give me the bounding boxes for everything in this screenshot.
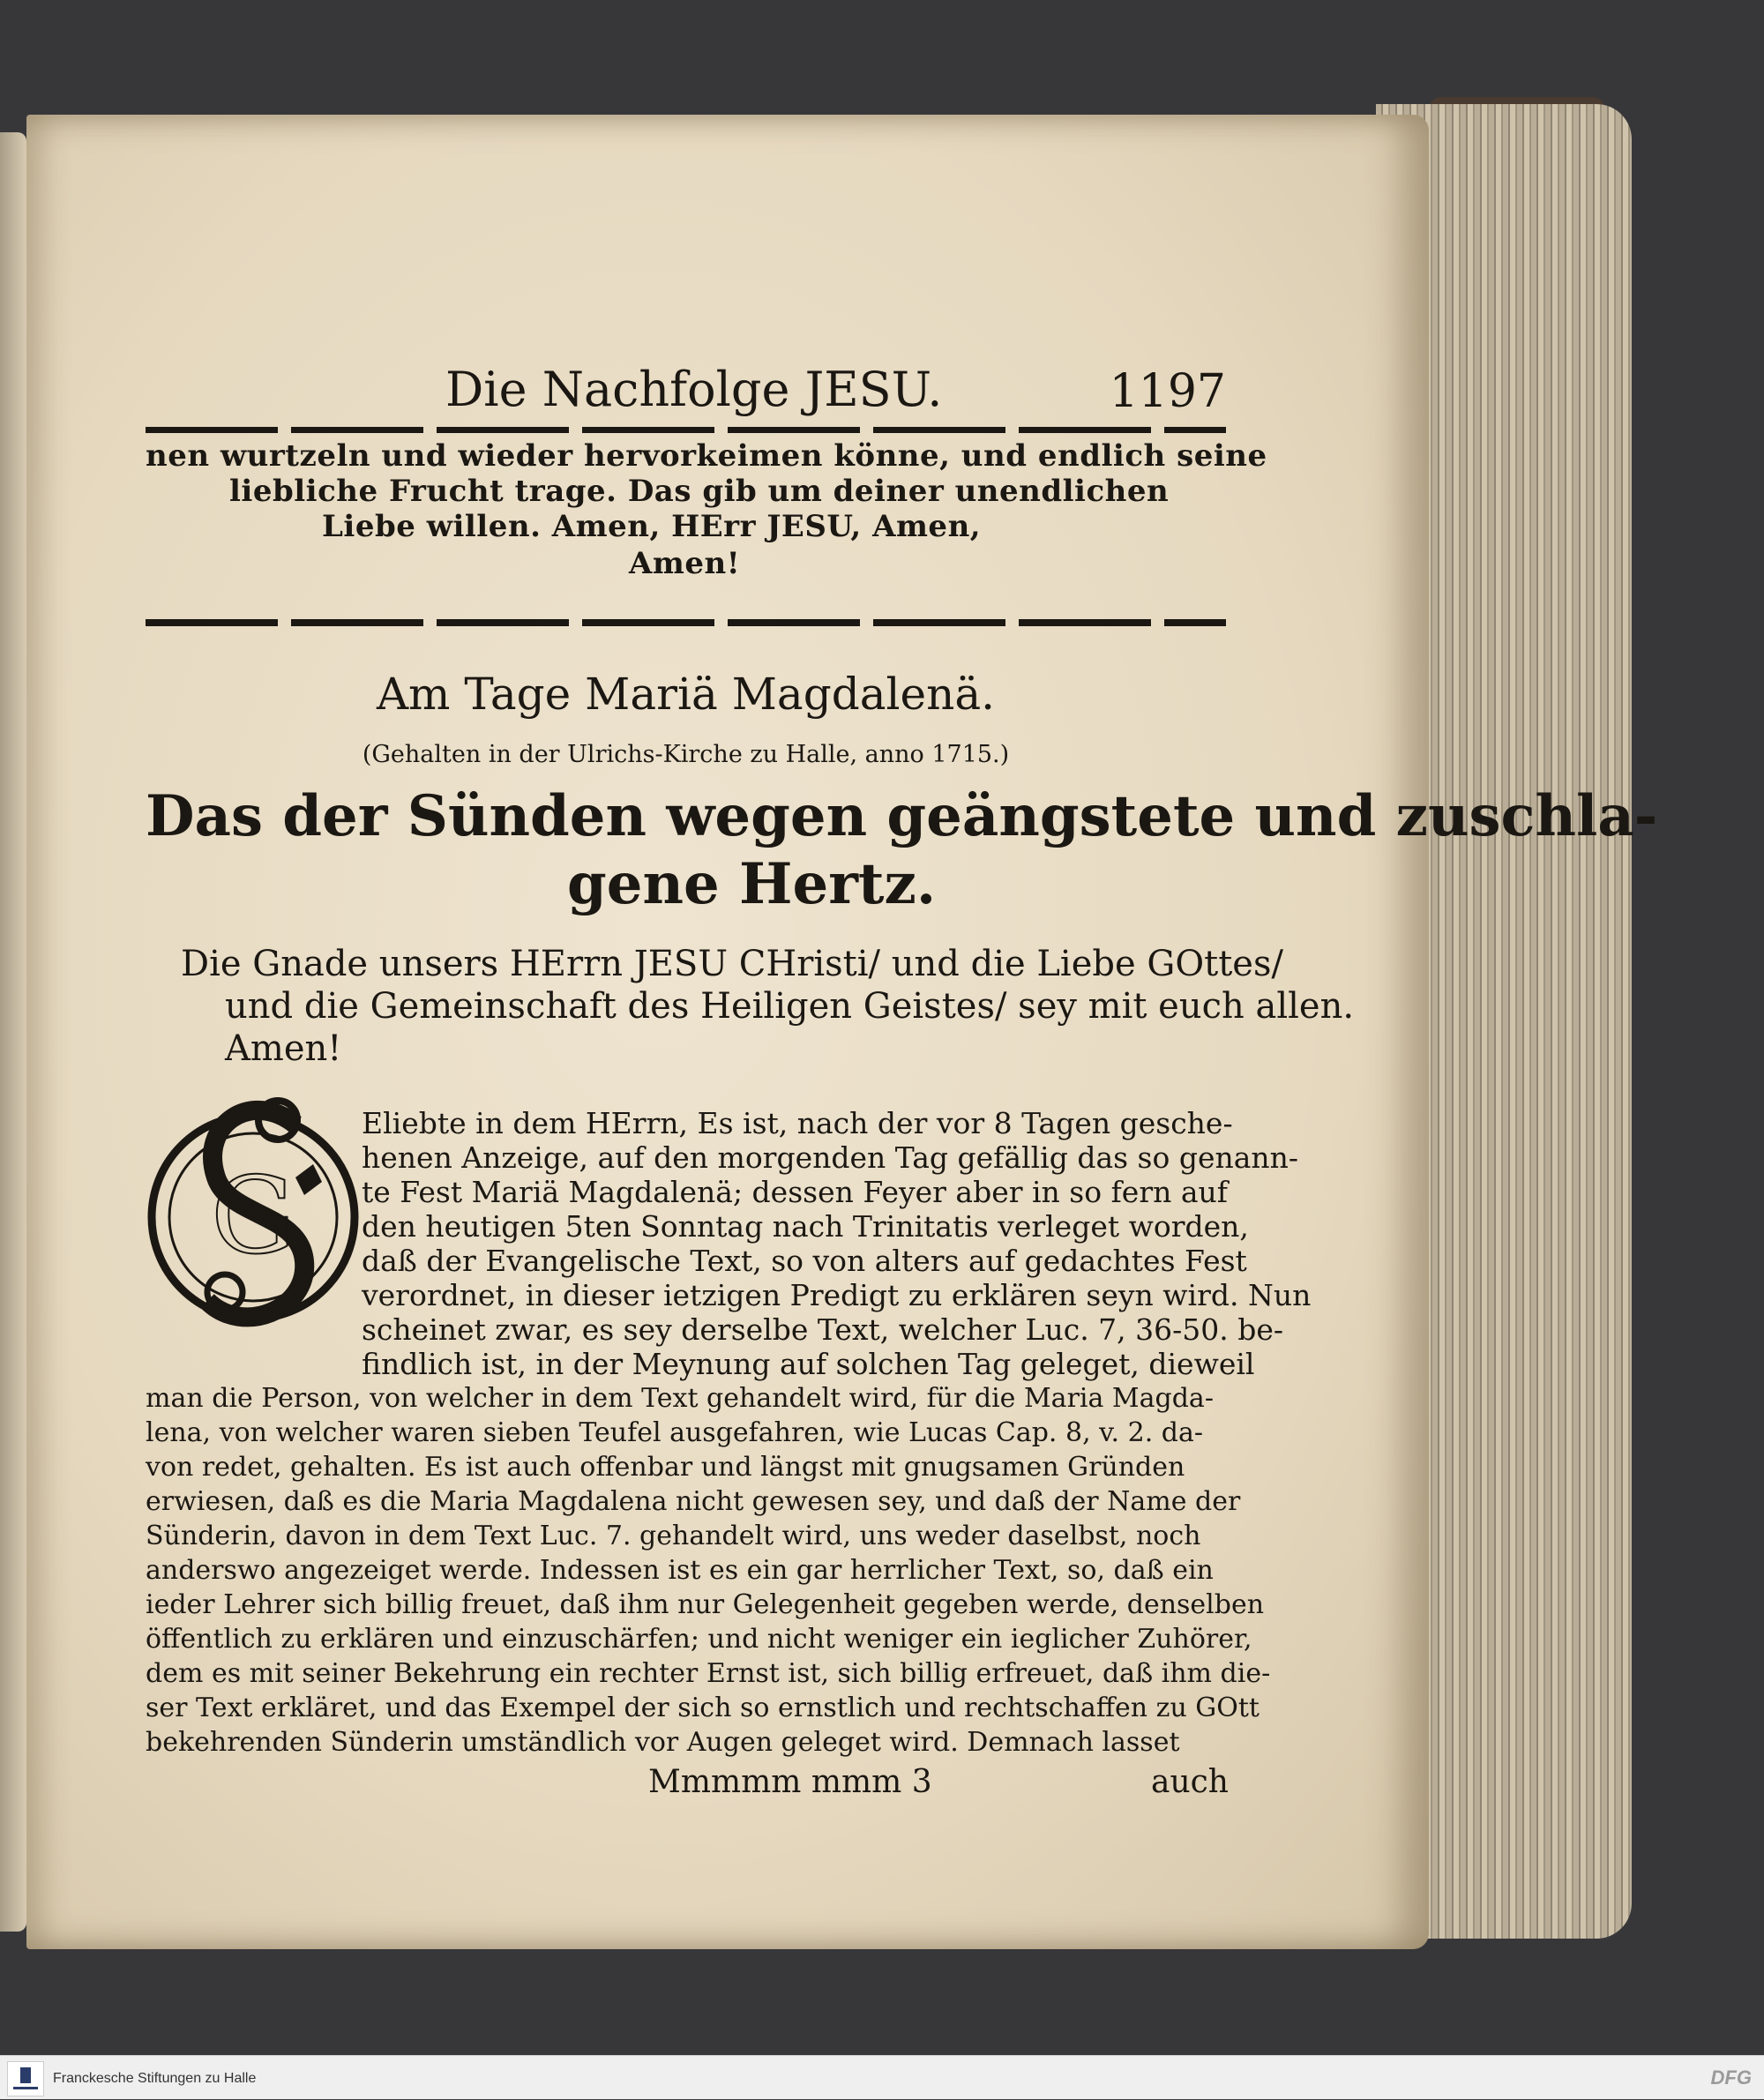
drop-cap-letter: G <box>211 1155 295 1278</box>
body-line: den heutigen 5ten Sonntag nach Trinitatis verleget worden, <box>362 1209 1249 1244</box>
section-rule <box>146 619 1226 626</box>
running-head-title: Die Nachfolge JESU. <box>445 362 943 417</box>
body-line: ser Text erkläret, und das Exempel der sich so ernstlich und rechtschaffen zu GOtt <box>146 1693 1259 1723</box>
body-line: ieder Lehrer sich billig freuet, daß ihm nur Gelegenheit gegeben werde, denselben <box>146 1589 1265 1620</box>
body-line: scheinet zwar, es sey derselbe Text, welcher Luc. 7, 36-50. be- <box>362 1312 1284 1347</box>
institution-logo-icon <box>7 2061 44 2096</box>
section-heading: Am Tage Mariä Magdalenä. <box>376 669 996 720</box>
greeting-line: und die Gemeinschaft des Heiligen Geistes/ sey mit euch allen. <box>225 986 1355 1027</box>
prayer-line: nen wurtzeln und wieder hervorkeimen könne, und endlich seine <box>146 438 1267 474</box>
greeting-line: Die Gnade unsers HErrn JESU CHristi/ und die Liebe GOttes/ <box>181 944 1283 984</box>
body-line: öffentlich zu erklären und einzuschärfen; und nicht weniger ein ieglicher Zuhörer, <box>146 1624 1252 1655</box>
body-line: bekehrenden Sünderin umständlich vor Augen geleget wird. Demnach lasset <box>146 1727 1180 1758</box>
body-line: te Fest Mariä Magdalenä; dessen Feyer aber in so fern auf <box>362 1175 1228 1209</box>
page-number: 1197 <box>1109 365 1226 418</box>
body-line: von redet, gehalten. Es ist auch offenbar und längst mit gnugsamen Gründen <box>146 1452 1185 1483</box>
prayer-line: liebliche Frucht trage. Das gib um deiner unendlichen <box>229 474 1170 509</box>
sermon-title: Das der Sünden wegen geängstete und zuschla- <box>146 783 1658 849</box>
viewer-footer <box>0 2055 1764 2099</box>
body-line: Sünderin, davon in dem Text Luc. 7. gehandelt wird, uns weder daselbst, noch <box>146 1521 1201 1551</box>
section-subheading: (Gehalten in der Ulrichs-Kirche zu Halle, anno 1715.) <box>362 741 1010 768</box>
book-page <box>26 115 1658 1949</box>
body-line: erwiesen, daß es die Maria Magdalena nicht gewesen sey, und daß der Name der <box>146 1486 1241 1517</box>
body-line: man die Person, von welcher in dem Text gehandelt wird, für die Maria Magda- <box>146 1383 1214 1414</box>
left-page-edge <box>0 132 26 1932</box>
sermon-title: gene Hertz. <box>567 851 937 917</box>
institution-name: Franckesche Stiftungen zu Halle <box>53 2071 257 2086</box>
drop-cap-ornament <box>146 1072 362 1358</box>
body-line: dem es mit seiner Bekehrung ein rechter Ernst ist, sich billig erfreuet, daß ihm die- <box>146 1658 1271 1689</box>
signature-mark: Mmmmm mmm 3 <box>648 1764 932 1800</box>
body-line: henen Anzeige, auf den morgenden Tag gefällig das so genann- <box>362 1140 1299 1175</box>
body-line: verordnet, in dieser ietzigen Predigt zu erklären seyn wird. Nun <box>362 1278 1312 1312</box>
body-line: daß der Evangelische Text, so von alters auf gedachtes Fest <box>362 1244 1247 1278</box>
body-line: Eliebte in dem HErrn, Es ist, nach der vor 8 Tagen gesche- <box>362 1106 1233 1140</box>
body-line: anderswo angezeiget werde. Indessen ist es ein gar herrlicher Text, so, daß ein <box>146 1555 1214 1586</box>
prayer-line: Amen! <box>629 546 741 581</box>
body-line: lena, von welcher waren sieben Teufel ausgefahren, wie Lucas Cap. 8, v. 2. da- <box>146 1417 1204 1448</box>
prayer-line: Liebe willen. Amen, HErr JESU, Amen, <box>322 509 982 544</box>
header-rule <box>146 427 1226 433</box>
dfg-logo: DFG <box>1710 2066 1752 2089</box>
greeting-line: Amen! <box>225 1028 342 1069</box>
catchword: auch <box>1151 1764 1229 1800</box>
body-line: findlich ist, in der Meynung auf solchen Tag geleget, dieweil <box>362 1347 1255 1381</box>
